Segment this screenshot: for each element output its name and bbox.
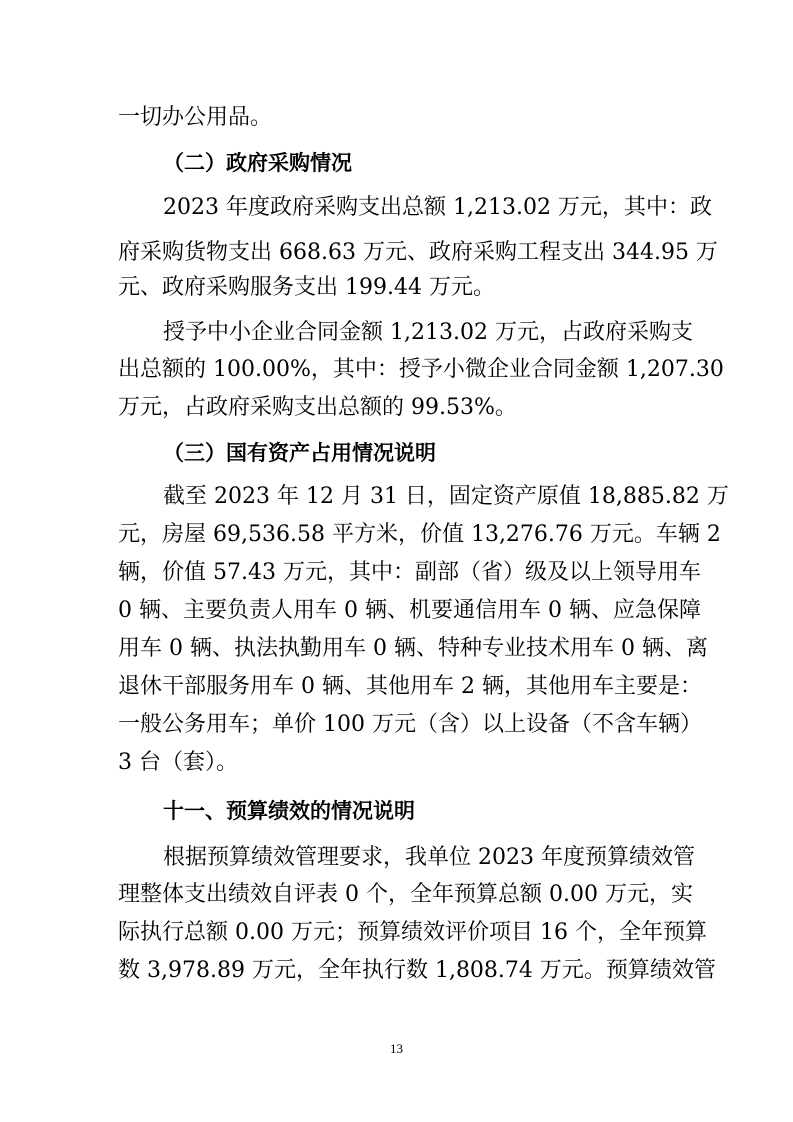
paragraph-line: 数 3,978.89 万元，全年执行数 1,808.74 万元。预算绩效管	[118, 958, 716, 983]
page-number: 13	[390, 1041, 403, 1056]
paragraph-line: 一切办公用品。	[118, 105, 273, 130]
paragraph-line: 一般公务用车；单价 100 万元（含）以上设备（不含车辆）	[118, 712, 702, 737]
section-heading: 十一、预算绩效的情况说明	[163, 799, 415, 823]
paragraph-line: 际执行总额 0.00 万元；预算绩效评价项目 16 个，全年预算	[118, 920, 707, 945]
paragraph-line: 用车 0 辆、执法执勤用车 0 辆、特种专业技术用车 0 辆、离	[118, 636, 708, 661]
paragraph-line: 万元，占政府采购支出总额的 99.53%。	[118, 395, 517, 420]
paragraph-line: 退休干部服务用车 0 辆、其他用车 2 辆，其他用车主要是：	[118, 674, 702, 699]
paragraph-line: 理整体支出绩效自评表 0 个，全年预算总额 0.00 万元，实	[118, 882, 693, 907]
paragraph-line: 元，房屋 69,536.58 平方米，价值 13,276.76 万元。车辆 2	[118, 522, 721, 547]
paragraph-line: 2023 年度政府采购支出总额 1,213.02 万元，其中：政	[163, 195, 712, 220]
paragraph-line: 出总额的 100.00%，其中：授予小微企业合同金额 1,207.30	[118, 357, 724, 382]
paragraph-line: 0 辆、主要负责人用车 0 辆、机要通信用车 0 辆、应急保障	[118, 598, 701, 623]
section-heading: （二）政府采购情况	[163, 151, 352, 175]
paragraph-line: 3 台（套）。	[118, 750, 238, 775]
paragraph-line: 根据预算绩效管理要求，我单位 2023 年度预算绩效管	[163, 845, 695, 870]
paragraph-line: 府采购货物支出 668.63 万元、政府采购工程支出 344.95 万	[118, 240, 718, 265]
section-heading: （三）国有资产占用情况说明	[163, 441, 436, 465]
paragraph-line: 辆，价值 57.43 万元，其中：副部（省）级及以上领导用车	[118, 560, 701, 585]
paragraph-line: 截至 2023 年 12 月 31 日，固定资产原值 18,885.82 万	[163, 484, 729, 509]
paragraph-line: 授予中小企业合同金额 1,213.02 万元，占政府采购支	[163, 320, 693, 345]
paragraph-line: 元、政府采购服务支出 199.44 万元。	[118, 275, 495, 300]
